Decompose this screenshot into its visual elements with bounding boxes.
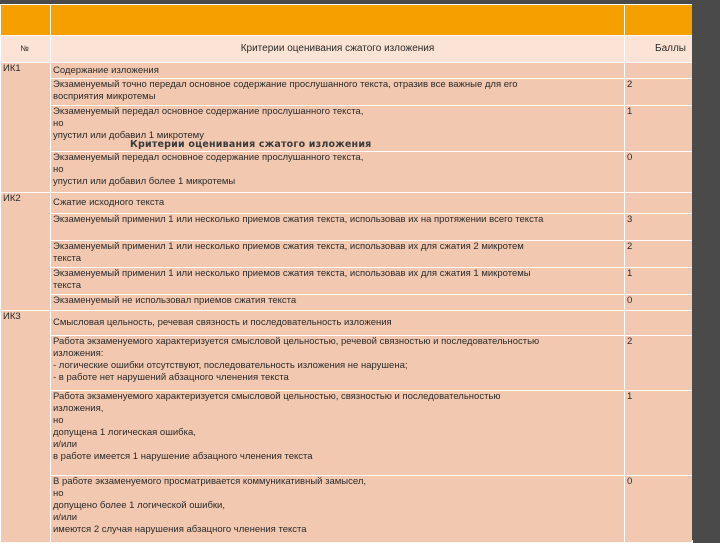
criterion-points: 1 (625, 268, 693, 295)
criterion-line: и/или (53, 439, 78, 450)
overlay-title: Критерии оценивания сжатого изложения (130, 139, 372, 150)
criterion-line: Экзаменуемый точно передал основное содержание прослушанного текста, отразив все важные для его (53, 79, 518, 90)
criterion-line: Работа экзаменуемого характеризуется смысловой цельностью, речевой связностью и последовательностью (53, 336, 540, 347)
criterion-line: упустил или добавил более 1 микротемы (53, 176, 236, 187)
criterion-row (1, 391, 693, 476)
banner-cell-points (625, 5, 693, 36)
criterion-row (1, 476, 693, 543)
criterion-line: Экзаменуемый не использовал приемов сжатия текста (53, 295, 297, 306)
header-row (1, 36, 693, 63)
criterion-line: в работе имеется 1 нарушение абзацного членения текста (53, 451, 313, 462)
criterion-points: 3 (625, 214, 693, 241)
criterion-line: - логические ошибки отсутствуют, последовательность изложения не нарушена; (53, 360, 408, 371)
section-title-points (625, 63, 693, 79)
criterion-row (1, 241, 693, 268)
section-title: Сжатие исходного текста (51, 193, 625, 214)
criterion-line: Работа экзаменуемого характеризуется смысловой цельностью, связностью и последовательностью (53, 391, 501, 402)
criterion-line: но (53, 118, 64, 129)
criterion-points: 0 (625, 295, 693, 311)
criterion-line: упустил или добавил 1 микротему (53, 130, 204, 141)
criteria-table (0, 4, 693, 543)
criterion-line: и/или (53, 512, 78, 523)
criterion-row (1, 79, 693, 106)
criterion-text (51, 214, 625, 241)
banner-cell-num (1, 5, 51, 36)
criterion-text (51, 241, 625, 268)
section-title-row (1, 311, 693, 336)
criterion-line: Экзаменуемый применил 1 или несколько приемов сжатия текста, использовав их на протяжении всего текста (53, 214, 544, 225)
section-code: ИК1 (1, 63, 51, 193)
header-points: Баллы (625, 36, 693, 63)
criterion-line: Экзаменуемый передал основное содержание прослушанного текста, (53, 106, 364, 117)
right-edge (692, 4, 720, 540)
criterion-line: но (53, 488, 64, 499)
criterion-line: допущена 1 логическая ошибка, (53, 427, 196, 438)
criterion-line: допущено более 1 логической ошибки, (53, 500, 226, 511)
section-title-row (1, 63, 693, 79)
section-code: ИК3 (1, 311, 51, 543)
criterion-points: 2 (625, 241, 693, 268)
criterion-text (51, 476, 625, 543)
criterion-row (1, 295, 693, 311)
criterion-points: 1 (625, 391, 693, 476)
criterion-line: изложения: (53, 348, 104, 359)
criterion-line: Экзаменуемый передал основное содержание прослушанного текста, (53, 152, 364, 163)
criterion-line: изложения, (53, 403, 104, 414)
criterion-text (51, 391, 625, 476)
section-title-row (1, 193, 693, 214)
criterion-points: 2 (625, 79, 693, 106)
criterion-line: но (53, 415, 64, 426)
section-title-points (625, 193, 693, 214)
criterion-line: текста (53, 253, 82, 264)
banner-cell-criteria (51, 5, 625, 36)
criterion-row (1, 214, 693, 241)
criterion-text (51, 336, 625, 391)
section-code: ИК2 (1, 193, 51, 311)
criterion-line: но (53, 164, 64, 175)
criterion-row (1, 268, 693, 295)
criterion-line: - в работе нет нарушений абзацного членения текста (53, 372, 289, 383)
criterion-text (51, 152, 625, 193)
criterion-text (51, 268, 625, 295)
criterion-row (1, 336, 693, 391)
header-criteria: Критерии оценивания сжатого изложения (51, 36, 625, 63)
criterion-line: В работе экзаменуемого просматривается коммуникативный замысел, (53, 476, 367, 487)
criterion-text (51, 79, 625, 106)
criterion-line: имеются 2 случая нарушения абзацного членения текста (53, 524, 307, 535)
criterion-line: Экзаменуемый применил 1 или несколько приемов сжатия текста, использовав их для сжатия 2 микротем (53, 241, 524, 252)
criterion-text (51, 295, 625, 311)
criterion-line: восприятия микротемы (53, 91, 156, 102)
section-title: Смысловая цельность, речевая связность и последовательность изложения (51, 311, 625, 336)
section-title-points (625, 311, 693, 336)
criterion-row (1, 152, 693, 193)
criterion-points: 0 (625, 476, 693, 543)
criterion-line: Экзаменуемый применил 1 или несколько приемов сжатия текста, использовав их для сжатия 1 микротемы (53, 268, 531, 279)
criterion-points: 1 (625, 106, 693, 152)
criterion-points: 0 (625, 152, 693, 193)
section-title: Содержание изложения (51, 63, 625, 79)
header-num: № (1, 36, 51, 63)
banner-row (1, 5, 693, 36)
criterion-points: 2 (625, 336, 693, 391)
criterion-line: текста (53, 280, 82, 291)
